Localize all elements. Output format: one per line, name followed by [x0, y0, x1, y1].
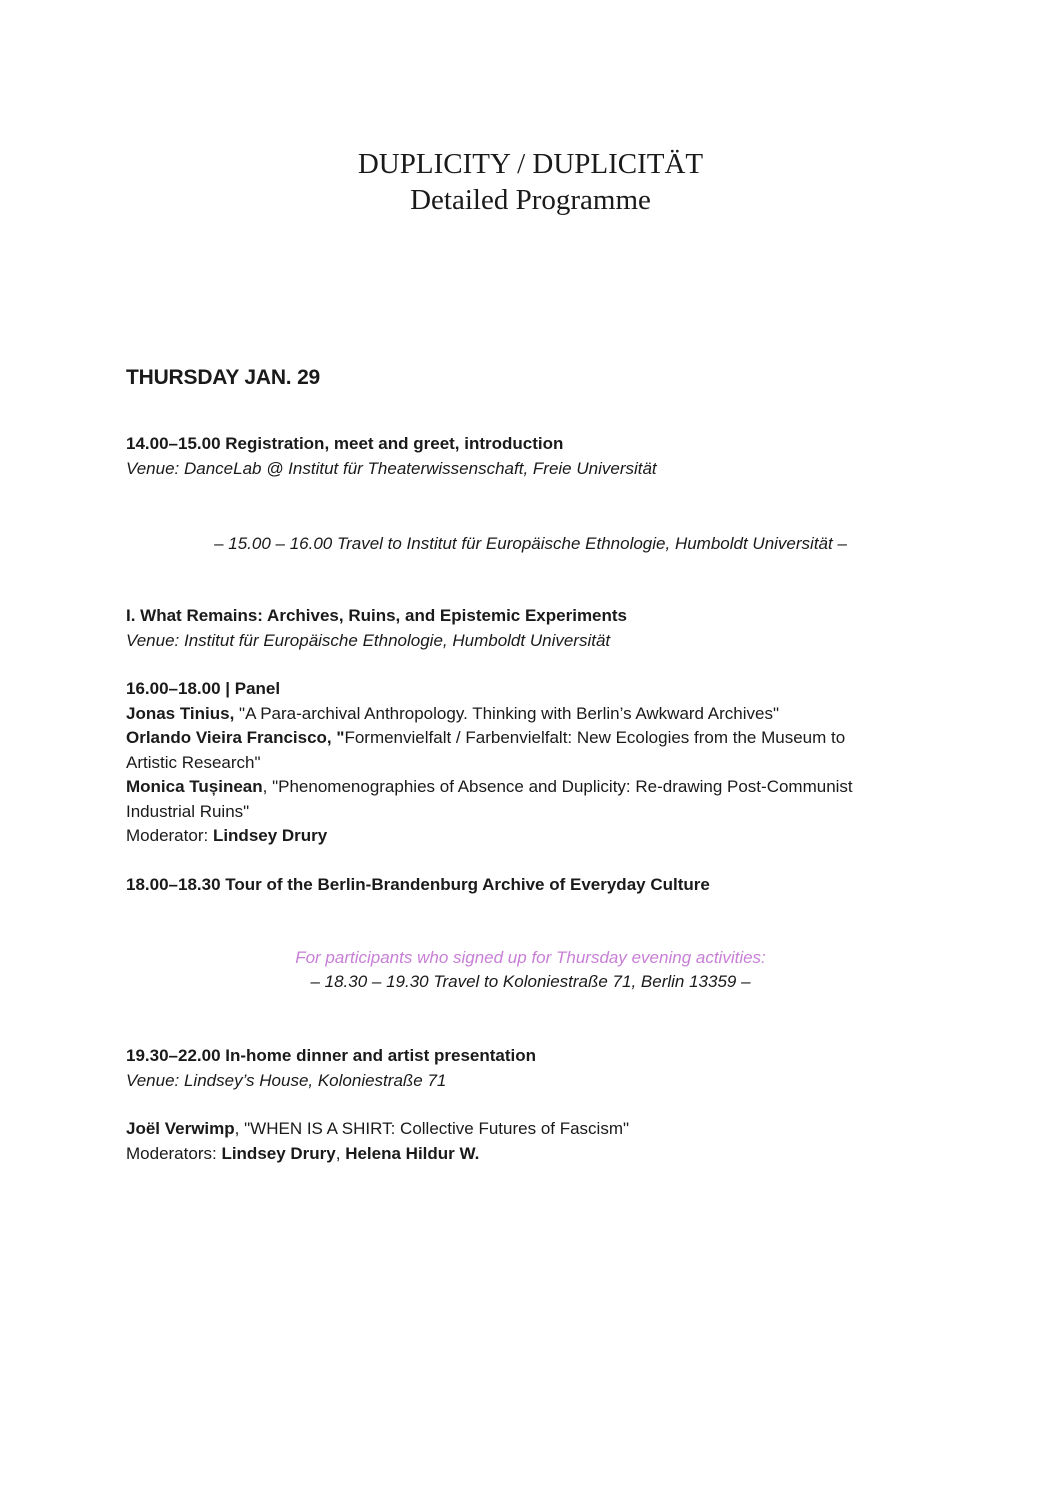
registration-venue: Venue: DanceLab @ Institut für Theaterwissenschaft, Freie Universität — [126, 458, 657, 478]
speaker-talk: , "Phenomenographies of Absence and Duplicity: Re-drawing Post-Communist — [262, 777, 853, 796]
travel-note-2: – 18.30 – 19.30 Travel to Koloniestraße 71, Berlin 13359 – — [310, 972, 751, 991]
presentation-moderators — [126, 1142, 926, 1167]
panel-time: 16.00–18.00 | Panel — [126, 679, 281, 698]
evening-participants-note: For participants who signed up for Thursday evening activities: — [295, 948, 766, 967]
panel-moderator — [126, 824, 926, 849]
speaker-talk: Formenvielfalt / Farbenvielfalt: New Ecologies from the Museum to — [344, 728, 846, 747]
presentation-talk: , "WHEN IS A SHIRT: Collective Futures of Fascism" — [234, 1119, 630, 1138]
section-venue: Venue: Institut für Europäische Ethnologie, Humboldt Universität — [126, 630, 611, 650]
day-heading: THURSDAY JAN. 29 — [126, 366, 321, 389]
dinner-venue: Venue: Lindsey’s House, Koloniestraße 71 — [126, 1070, 447, 1090]
tour-title: 18.00–18.30 Tour of the Berlin-Brandenburg Archive of Everyday Culture — [126, 875, 710, 894]
panel-speaker-1 — [126, 702, 926, 727]
tour-block — [126, 873, 926, 898]
section-title: I. What Remains: Archives, Ruins, and Epistemic Experiments — [126, 606, 628, 625]
title-main: DUPLICITY / DUPLICITÄT — [357, 148, 704, 180]
moderator-separator: , — [335, 1143, 346, 1163]
registration-title: 14.00–15.00 Registration, meet and greet, introduction — [126, 434, 564, 453]
speaker-talk: "A Para-archival Anthropology. Thinking with Berlin’s Awkward Archives" — [234, 703, 780, 723]
section-1-header — [126, 604, 926, 653]
travel-note-1: – 15.00 – 16.00 Travel to Institut für Europäische Ethnologie, Humboldt Universität – — [214, 534, 847, 553]
panel-speaker-3 — [126, 775, 926, 800]
panel-block — [126, 677, 926, 849]
moderators-label: Moderators: — [126, 1143, 222, 1163]
speaker-name: Orlando Vieira Francisco, " — [126, 728, 345, 747]
dinner-title: 19.30–22.00 In-home dinner and artist presentation — [126, 1046, 537, 1065]
speaker-name: Monica Tușinean — [126, 777, 263, 796]
moderator-name: Helena Hildur W. — [345, 1143, 480, 1163]
document-title — [0, 146, 1061, 218]
moderator-name: Lindsey Drury — [221, 1143, 336, 1163]
speaker-talk-continued: Industrial Ruins" — [126, 801, 250, 821]
moderator-name: Lindsey Drury — [212, 826, 328, 845]
registration-block — [126, 432, 926, 481]
presenter-name: Joël Verwimp — [126, 1119, 235, 1138]
dinner-block — [126, 1044, 926, 1093]
panel-speaker-2 — [126, 726, 926, 751]
title-subtitle: Detailed Programme — [410, 184, 651, 216]
presentation-entry — [126, 1117, 926, 1142]
moderator-label: Moderator: — [126, 826, 213, 845]
speaker-name: Jonas Tinius, — [126, 703, 235, 723]
presentation-block — [126, 1117, 926, 1166]
speaker-talk-continued: Artistic Research" — [126, 752, 261, 772]
